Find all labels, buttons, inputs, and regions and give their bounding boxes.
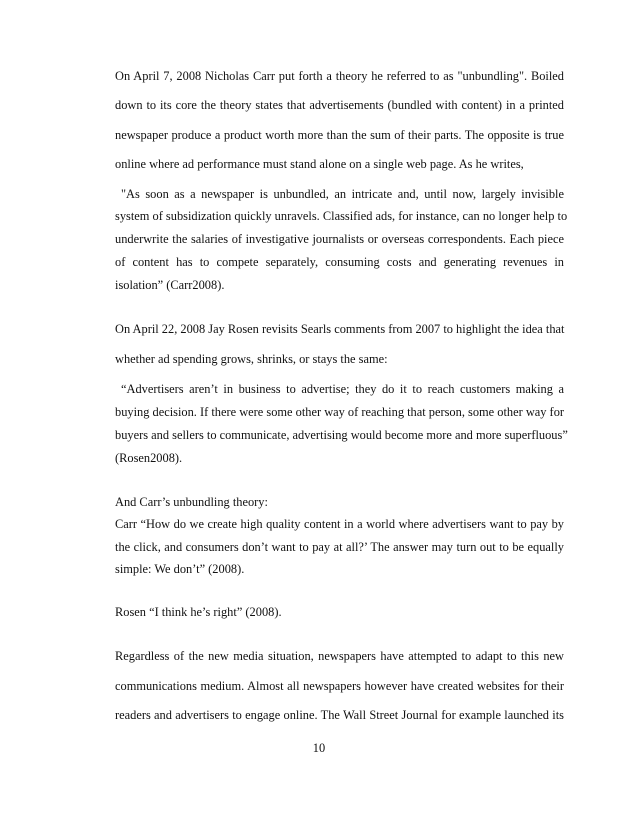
text-line: the click, and consumers don’t want to pay at all?’ The answer may turn out to be equally — [115, 540, 564, 554]
text-line: Rosen “I think he’s right” (2008). — [115, 605, 282, 619]
text-line: buying decision. If there were some other way of reaching that person, some other way for — [115, 405, 565, 419]
text-line: online where ad performance must stand alone on a single web page. As he writes, — [115, 157, 524, 171]
text-line: communications medium. Almost all newspapers however have created websites for their — [115, 679, 564, 693]
text-line: system of subsidization quickly unravels. Classified ads, for instance, can no longer help to — [115, 209, 568, 223]
text-line: isolation” (Carr2008). — [115, 278, 225, 292]
text-line: simple: We don’t” (2008). — [115, 562, 245, 576]
text-line: buyers and sellers to communicate, advertising would become more and more superfluous” — [115, 428, 568, 442]
text-line: On April 22, 2008 Jay Rosen revisits Searls comments from 2007 to highlight the idea that — [115, 322, 565, 336]
text-line: (Rosen2008). — [115, 451, 183, 465]
text-line: whether ad spending grows, shrinks, or stays the same: — [115, 352, 388, 366]
text-line: newspaper produce a product worth more than the sum of their parts. The opposite is true — [115, 128, 564, 142]
text-line: "As soon as a newspaper is unbundled, an intricate and, until now, largely invisible — [121, 187, 564, 201]
text-line: readers and advertisers to engage online. The Wall Street Journal for example launched its — [115, 708, 564, 722]
text-line: of content has to compete separately, consuming costs and generating revenues in — [115, 255, 564, 269]
text-line: On April 7, 2008 Nicholas Carr put forth a theory he referred to as "unbundling". Boiled — [115, 69, 564, 83]
text-line: Regardless of the new media situation, newspapers have attempted to adapt to this new — [115, 649, 564, 663]
text-line: And Carr’s unbundling theory: — [115, 495, 268, 509]
text-line: down to its core the theory states that advertisements (bundled with content) in a printed — [115, 98, 564, 112]
text-line: Carr “How do we create high quality content in a world where advertisers want to pay by — [115, 517, 564, 531]
page-number: 10 — [312, 741, 326, 755]
text-line: “Advertisers aren’t in business to advertise; they do it to reach customers making a — [121, 382, 564, 396]
text-line: underwrite the salaries of investigative journalists or overseas correspondents. Each piece — [115, 232, 564, 246]
